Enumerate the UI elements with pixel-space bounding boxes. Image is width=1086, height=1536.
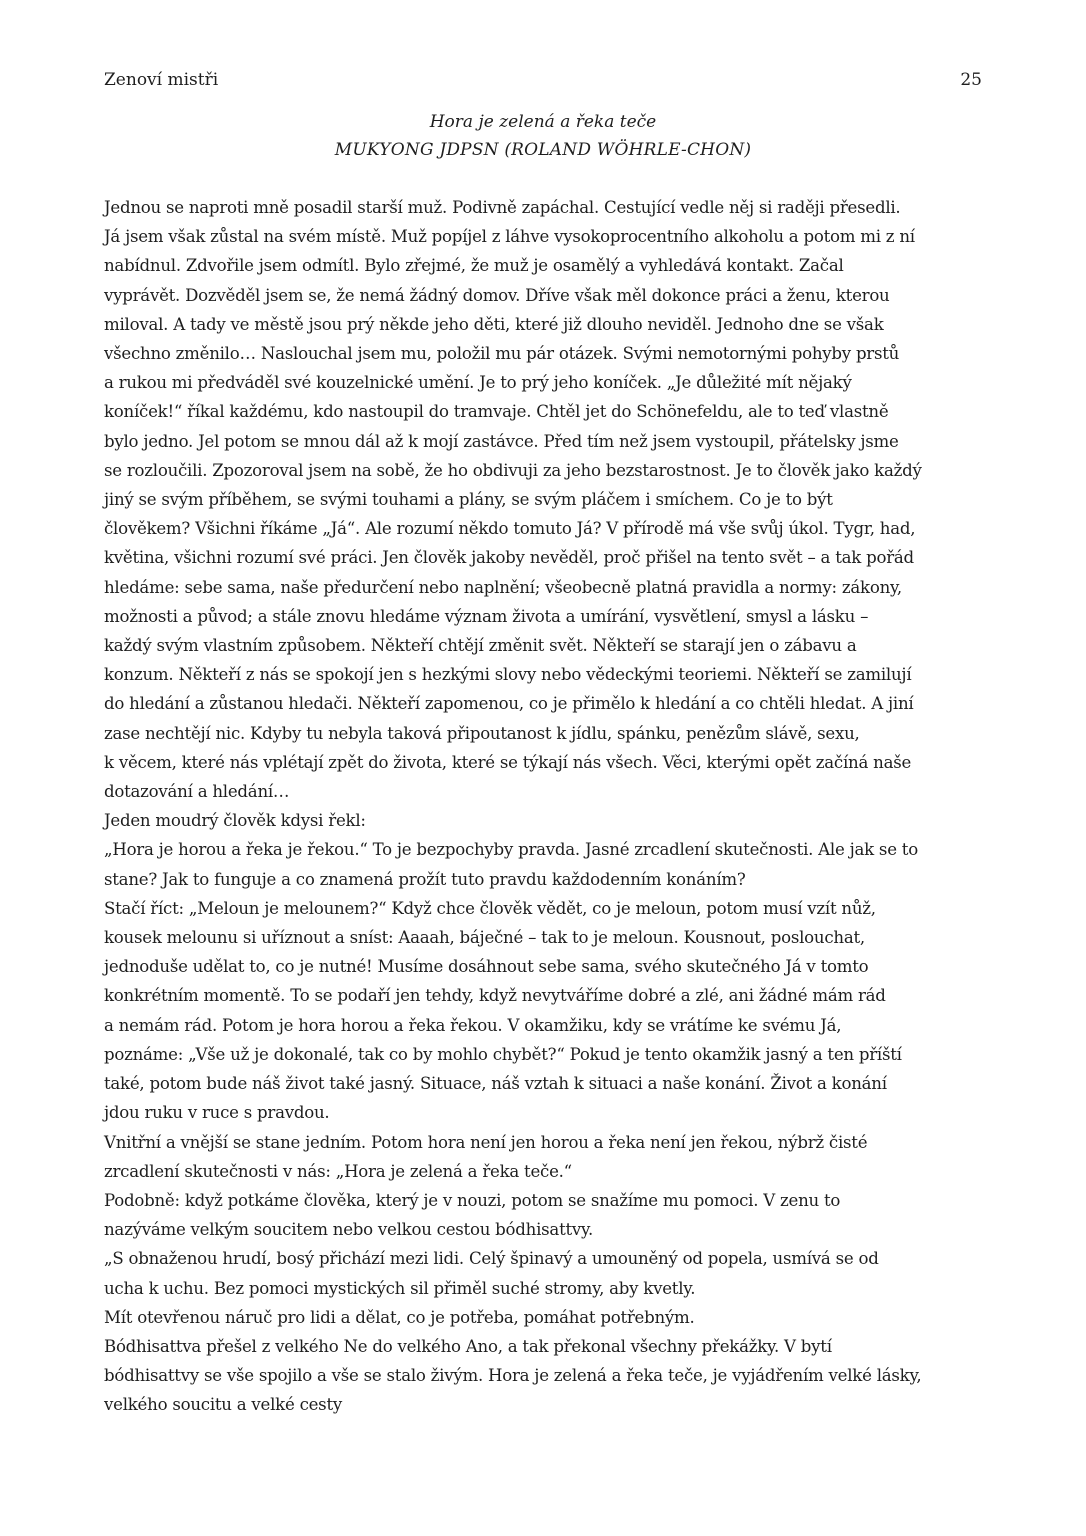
body-line: poznáme: „Vše už je dokonalé, tak co by mohlo chybět?“ Pokud je tento okamžik jasný a ten příští bbox=[104, 1044, 902, 1064]
body-line: květina, všichni rozumí své práci. Jen člověk jakoby nevěděl, proč přišel na tento svět – a tak pořád bbox=[104, 548, 914, 568]
body-line: Vnitřní a vnější se stane jedním. Potom hora není jen horou a řeka není jen řekou, nýbrž čisté bbox=[104, 1132, 868, 1152]
body-line: také, potom bude náš život také jasný. Situace, náš vztah k situaci a naše konání. Život a konání bbox=[104, 1074, 887, 1094]
body-line: k věcem, které nás vplétají zpět do života, které se týkají nás všech. Věci, kterými opět začíná naše bbox=[104, 752, 912, 772]
body-line: zrcadlení skutečnosti v nás: „Hora je zelená a řeka teče.“ bbox=[104, 1161, 572, 1181]
body-line: se rozloučili. Zpozoroval jsem na sobě, že ho obdivuji za jeho bezstarostnost. Je to člověk jako každý bbox=[104, 460, 922, 480]
body-line: „Hora je horou a řeka je řekou.“ To je bezpochyby pravda. Jasné zrcadlení skutečnosti. Ale jak se to bbox=[104, 840, 918, 860]
body-line: Jeden moudrý člověk kdysi řekl: bbox=[104, 811, 366, 831]
body-line: dotazování a hledání… bbox=[104, 782, 290, 802]
article-heading bbox=[104, 108, 982, 164]
body-line: hledáme: sebe sama, naše předurčení nebo naplnění; všeobecně platná pravidla a normy: zákony, bbox=[104, 577, 902, 597]
body-line: Jednou se naproti mně posadil starší muž. Podivně zapáchal. Cestující vedle něj si raději přesedli. bbox=[104, 198, 901, 217]
body-line: každý svým vlastním způsobem. Někteří chtějí změnit svět. Někteří se starají jen o zábavu a bbox=[104, 636, 857, 656]
body-line: a rukou mi předváděl své kouzelnické umění. Je to prý jeho koníček. „Je důležité mít nějaký bbox=[104, 373, 852, 393]
body-line: a nemám rád. Potom je hora horou a řeka řekou. V okamžiku, kdy se vrátíme ke svému Já, bbox=[104, 1015, 842, 1035]
body-line: konzum. Někteří z nás se spokojí jen s hezkými slovy nebo vědeckými teoriemi. Někteří se zamilují bbox=[104, 665, 912, 685]
body-line: kousek melounu si uříznout a sníst: Aaaah, báječné – tak to je meloun. Kousnout, poslouchat, bbox=[104, 928, 865, 948]
body-text bbox=[104, 193, 982, 1420]
body-line: Podobně: když potkáme člověka, který je v nouzi, potom se snažíme mu pomoci. V zenu to bbox=[104, 1190, 841, 1210]
body-line: jdou ruku v ruce s pravdou. bbox=[104, 1103, 330, 1123]
body-line: člověkem? Všichni říkáme „Já“. Ale rozumí někdo tomuto Já? V přírodě má vše svůj úkol. Tygr, had, bbox=[104, 519, 916, 539]
body-line: nabídnul. Zdvořile jsem odmítl. Bylo zřejmé, že muž je osamělý a vyhledává kontakt. Začal bbox=[104, 256, 844, 276]
running-head: Zenoví mistři bbox=[104, 70, 219, 90]
page-number: 25 bbox=[960, 70, 982, 90]
body-line: Bódhisattva přešel z velkého Ne do velkého Ano, a tak překonal všechny překážky. V bytí bbox=[104, 1336, 832, 1356]
body-line: jednoduše udělat to, co je nutné! Musíme dosáhnout sebe sama, svého skutečného Já v tomto bbox=[104, 957, 869, 977]
body-line: velkého soucitu a velké cesty bbox=[104, 1395, 342, 1415]
body-line: možnosti a původ; a stále znovu hledáme význam života a umírání, vysvětlení, smysl a lásku – bbox=[104, 606, 869, 626]
body-line: všechno změnilo… Naslouchal jsem mu, položil mu pár otázek. Svými nemotornými pohyby prstů bbox=[104, 344, 900, 364]
body-line: „S obnaženou hrudí, bosý přichází mezi lidi. Celý špinavý a umouněný od popela, usmívá se od bbox=[104, 1249, 879, 1269]
body-line: nazýváme velkým soucitem nebo velkou cestou bódhisattvy. bbox=[104, 1220, 593, 1240]
article-title: Hora je zelená a řeka teče bbox=[429, 112, 657, 132]
body-line: do hledání a zůstanou hledači. Někteří zapomenou, co je přimělo k hledání a co chtěli hledat. A jiní bbox=[104, 694, 914, 714]
body-line: miloval. A tady ve městě jsou prý někde jeho děti, které již dlouho neviděl. Jednoho dne se však bbox=[104, 314, 884, 334]
body-line: koníček!“ říkal každému, kdo nastoupil do tramvaje. Chtěl jet do Schönefeldu, ale to teď vlastně bbox=[104, 402, 889, 422]
body-line: Mít otevřenou náruč pro lidi a dělat, co je potřeba, pomáhat potřebným. bbox=[104, 1307, 695, 1327]
body-line: bódhisattvy se vše spojilo a vše se stalo živým. Hora je zelená a řeka teče, je vyjádřením velké lásky, bbox=[104, 1366, 922, 1386]
body-line: Já jsem však zůstal na svém místě. Muž popíjel z láhve vysokoprocentního alkoholu a potom mi z ní bbox=[104, 227, 915, 247]
body-line: ucha k uchu. Bez pomoci mystických sil přiměl suché stromy, aby kvetly. bbox=[104, 1278, 696, 1298]
body-line: jiný se svým příběhem, se svými touhami a plány, se svým pláčem i smíchem. Co je to být bbox=[104, 490, 833, 510]
article-author: MUKYONG JDPSN (ROLAND WÖHRLE-CHON) bbox=[334, 140, 752, 160]
body-line: konkrétním momentě. To se podaří jen tehdy, když nevytváříme dobré a zlé, ani žádné mám rád bbox=[104, 986, 886, 1006]
body-line: zase nechtějí nic. Kdyby tu nebyla taková připoutanost k jídlu, spánku, penězům slávě, sexu, bbox=[104, 723, 860, 743]
body-line: Stačí říct: „Meloun je melounem?“ Když chce člověk vědět, co je meloun, potom musí vzít nůž, bbox=[104, 898, 876, 918]
body-line: vyprávět. Dozvěděl jsem se, že nemá žádný domov. Dříve však měl dokonce práci a ženu, kterou bbox=[104, 285, 890, 305]
body-line: stane? Jak to funguje a co znamená prožít tuto pravdu každodenním konáním? bbox=[104, 869, 746, 889]
body-line: bylo jedno. Jel potom se mnou dál až k mojí zastávce. Před tím než jsem vystoupil, přátelsky jsme bbox=[104, 431, 899, 451]
